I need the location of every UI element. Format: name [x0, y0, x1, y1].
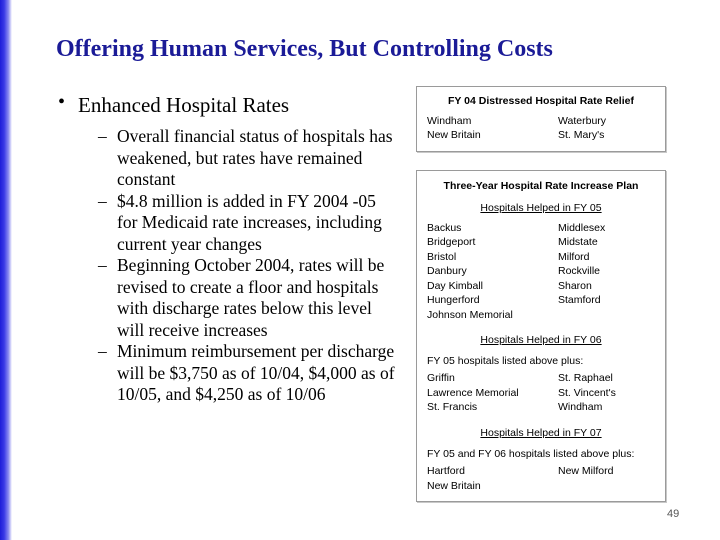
fy07-note: FY 05 and FY 06 hospitals listed above plus:	[427, 448, 635, 460]
dash-icon: –	[98, 190, 107, 211]
page-number: 49	[667, 508, 680, 520]
rate-plan-title: Three-Year Hospital Rate Increase Plan	[443, 180, 639, 192]
table-row	[427, 387, 657, 402]
table-row	[427, 222, 657, 237]
hospital-name: Milford	[558, 251, 590, 263]
sub-bullet	[95, 341, 395, 406]
bullet-icon: •	[58, 91, 66, 113]
table-row	[427, 372, 657, 387]
dash-icon: –	[98, 255, 107, 275]
slide-title: Offering Human Services, But Controlling Costs	[56, 36, 553, 62]
fy06-heading: Hospitals Helped in FY 06	[480, 334, 602, 346]
table-row	[427, 401, 657, 416]
table-row	[427, 236, 657, 251]
table-row	[427, 265, 657, 280]
sub-bullet	[95, 126, 395, 191]
table-row	[427, 309, 657, 324]
hospital-name: Windham	[558, 401, 603, 413]
sub-bullet-list	[95, 126, 395, 406]
sub-bullet	[95, 255, 395, 341]
rate-plan-box	[416, 170, 666, 502]
hospital-name: Hungerford	[427, 294, 480, 306]
table-row	[427, 465, 657, 480]
sub-bullet	[95, 191, 395, 256]
table-row	[427, 115, 657, 130]
dash-icon: –	[98, 126, 107, 146]
table-row	[427, 280, 657, 295]
fy06-note: FY 05 hospitals listed above plus:	[427, 355, 584, 367]
sub-bullet-text: Beginning October 2004, rates will be revised to create a floor and hospitals with discharge rates below this level will receive increases	[117, 255, 385, 340]
table-row	[427, 480, 657, 495]
table-row	[427, 251, 657, 266]
fy07-heading: Hospitals Helped in FY 07	[480, 427, 602, 439]
fy05-heading: Hospitals Helped in FY 05	[480, 202, 602, 214]
hospital-name: Danbury	[427, 265, 467, 277]
hospital-name: Bristol	[427, 251, 457, 263]
hospital-name: St. Francis	[427, 401, 478, 413]
side-gradient-bar	[0, 0, 12, 540]
rate-relief-title: FY 04 Distressed Hospital Rate Relief	[448, 95, 634, 107]
hospital-name: Hartford	[427, 465, 465, 477]
table-row	[427, 294, 657, 309]
sub-bullet-text: Minimum reimbursement per discharge will be $3,750 as of 10/04, $4,000 as of 10/05, and $4,250 as of 10/06	[117, 341, 395, 404]
dash-icon: –	[98, 341, 107, 361]
hospital-name: Backus	[427, 222, 462, 234]
sub-bullet-text: $4.8 million is added in FY 2004 -05 for Medicaid rate increases, including current year changes	[117, 190, 382, 254]
hospital-name: Windham	[427, 115, 472, 127]
hospital-name: Johnson Memorial	[427, 309, 513, 321]
hospital-name: Rockville	[558, 265, 601, 277]
hospital-name: St. Vincent's	[558, 387, 616, 399]
hospital-name: Waterbury	[558, 115, 607, 127]
hospital-name: Sharon	[558, 280, 592, 292]
hospital-name: New Britain	[427, 129, 481, 141]
hospital-name: Middlesex	[558, 222, 606, 234]
hospital-name: St. Mary's	[558, 129, 605, 141]
hospital-name: Lawrence Memorial	[427, 387, 519, 399]
main-bullet-text: Enhanced Hospital Rates	[78, 93, 290, 117]
hospital-name: Day Kimball	[427, 280, 484, 292]
hospital-name: Griffin	[427, 372, 455, 384]
hospital-name: Bridgeport	[427, 236, 476, 248]
hospital-name: St. Raphael	[558, 372, 613, 384]
hospital-name: Midstate	[558, 236, 598, 248]
hospital-name: Stamford	[558, 294, 601, 306]
sub-bullet-text: Overall financial status of hospitals has weakened, but rates have remained constant	[117, 126, 393, 189]
hospital-name: New Milford	[558, 465, 614, 477]
rate-relief-box	[416, 86, 666, 152]
hospital-name: New Britain	[427, 480, 481, 492]
table-row	[427, 129, 657, 144]
